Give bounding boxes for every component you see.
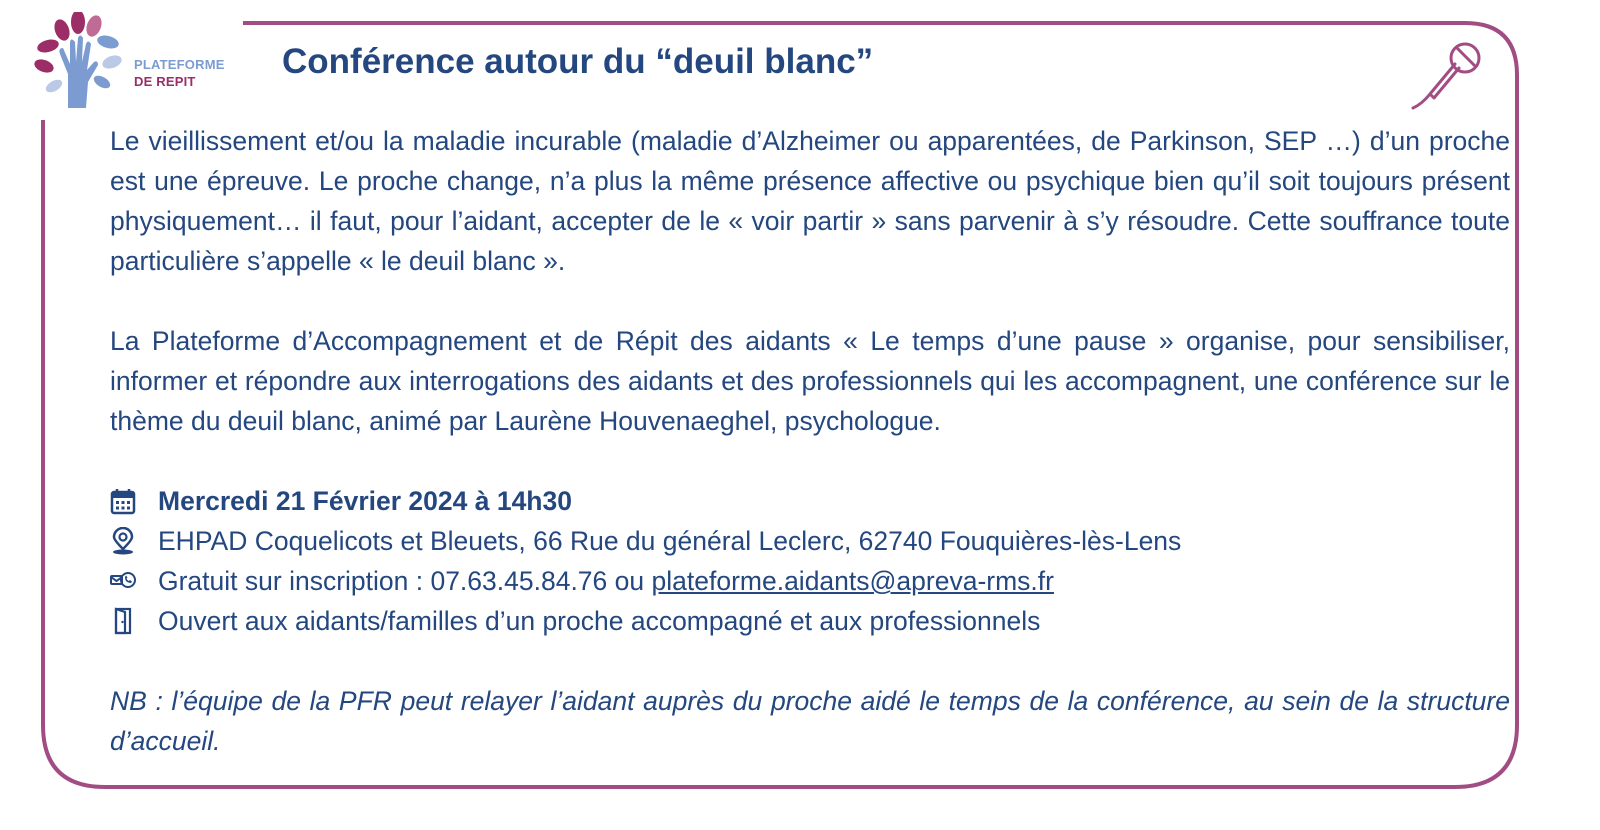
platform-paragraph: La Plateforme d’Accompagnement et de Répit des aidants « Le temps d’une pause » organise, pour sensibiliser, informer et répondre aux interrogations des aidants et des professionnels qui les accompagnent, une conférence sur le thème du deuil blanc, animé par Laurène Houvenaeghel, psychologue. <box>110 326 1510 436</box>
door-icon <box>110 607 136 635</box>
calendar-icon <box>110 487 136 515</box>
email-link[interactable]: plateforme.aidants@apreva-rms.fr <box>651 566 1054 596</box>
contact-text: Gratuit sur inscription : 07.63.45.84.76 ou <box>158 566 652 596</box>
location-pin-icon <box>110 527 136 555</box>
microphone-icon <box>1410 38 1490 112</box>
brand-name <box>134 56 225 90</box>
brand-logo <box>30 12 230 112</box>
page-title: Conférence autour du “deuil blanc” <box>282 42 874 81</box>
brand-line-1: PLATEFORME <box>134 57 225 72</box>
event-audience: Ouvert aux aidants/familles d’un proche accompagné et aux professionnels <box>158 606 1041 636</box>
spacer <box>110 641 1510 681</box>
contact-row <box>110 561 1510 601</box>
hand-flower-icon <box>30 12 140 112</box>
event-date: Mercredi 21 Février 2024 à 14h30 <box>158 486 572 516</box>
audience-row <box>110 601 1510 641</box>
brand-line-2: DE REPIT <box>134 74 196 89</box>
note-paragraph: NB : l’équipe de la PFR peut relayer l’aidant auprès du proche aidé le temps de la conférence, au sein de la structure d’accueil. <box>110 686 1510 756</box>
contact-icon <box>110 567 136 595</box>
spacer <box>110 441 1510 481</box>
intro-paragraph: Le vieillissement et/ou la maladie incurable (maladie d’Alzheimer ou apparentées, de Parkinson, SEP …) d’un proche est une épreuve. Le proche change, n’a plus la même présence affective ou psychique bien qu’il soit toujours présent physiquement… il faut, pour l’aidant, accepter de le « voir partir » sans parvenir à s’y résoudre. Cette souffrance toute particulière s’appelle « le deuil blanc ». <box>110 126 1510 276</box>
main-content <box>110 121 1510 761</box>
date-row <box>110 481 1510 521</box>
event-place: EHPAD Coquelicots et Bleuets, 66 Rue du général Leclerc, 62740 Fouquières-lès-Lens <box>158 526 1182 556</box>
place-row <box>110 521 1510 561</box>
spacer <box>110 281 1510 321</box>
